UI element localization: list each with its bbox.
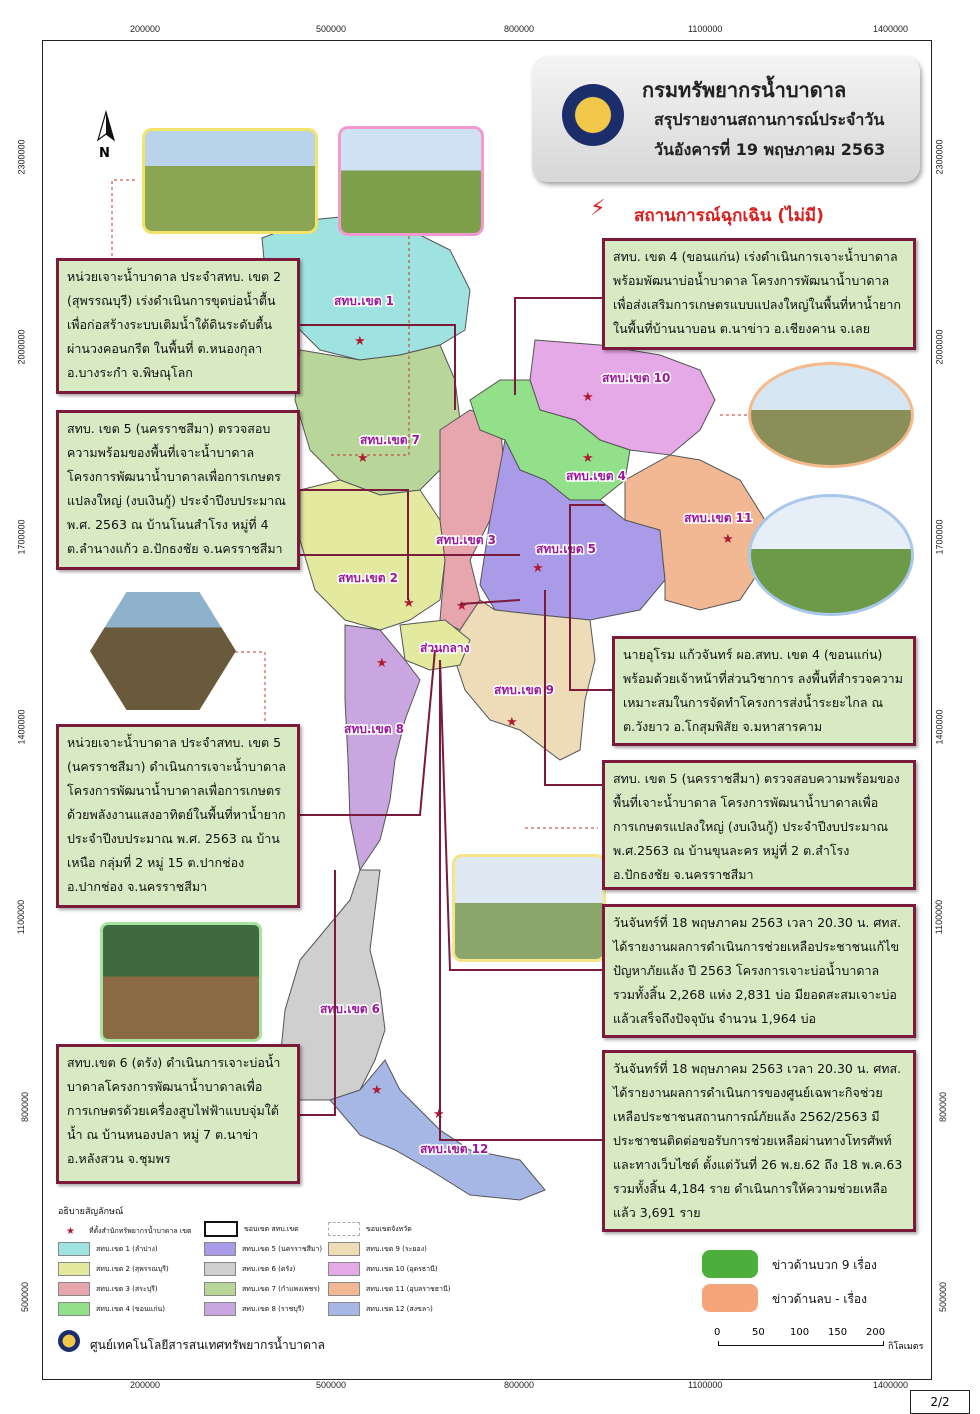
emergency-status: สถานการณ์ฉุกเฉิน (ไม่มี) — [634, 206, 824, 226]
y-tick-right: 1400000 — [934, 709, 945, 745]
footer-seal-icon — [58, 1330, 80, 1352]
photo-pump-install — [100, 922, 262, 1042]
header-panel — [532, 56, 920, 182]
y-tick-left: 1700000 — [16, 519, 27, 555]
report-center-drought: วันจันทร์ที่ 18 พฤษภาคม 2563 เวลา 20.30 น. ศทส. ได้รายงานผลการดำเนินการช่วยเหลือประชาชนแก้ไขปัญหาภัยแล้ง ปี 2563 โครงการเจาะบ่อน้ำบาดาล รวมทั้งสิ้น 2,268 แห่ง 2,831 บ่อ มียอดสะสมเจาะบ่อแล้วเสร็จถึงปัจจุบัน จำนวน 1,964 บ่อ — [602, 904, 916, 1038]
north-label: N — [99, 146, 110, 161]
scale-bar: 0 50 100 150 200 กิโลเมตร — [714, 1327, 924, 1352]
photo-field-survey — [748, 494, 914, 616]
report-region-4b: นายอุโรม แก้วจันทร์ ผอ.สทบ. เขต 4 (ขอนแก่น) พร้อมด้วยเจ้าหน้าที่ส่วนวิชาการ ลงพื้นที่สำรวจความเหมาะสมในการจัดทำโครงการส่งน้ำระยะไกล ณ ต.วังยาว อ.โกสุมพิสัย จ.มหาสารคาม — [612, 636, 916, 746]
x-tick-top: 1400000 — [873, 24, 909, 34]
report-center-hotline: วันจันทร์ที่ 18 พฤษภาคม 2563 เวลา 20.30 น. ศทส. ได้รายงานผลการดำเนินการของศูนย์เฉพาะกิจช่วยเหลือประชาชนสถานการณ์ภัยแล้ง 2562/2563 มีประชาชนติดต่อขอรับการช่วยเหลือผ่านทางโทรศัพท์และทางเว็บไซต์ ตั้งแต่วันที่ 26 พ.ย.62 ถึง 18 พ.ค.63 รวมทั้งสิ้น 4,184 ราย ดำเนินการให้ความช่วยเหลือแล้ว 3,691 ราย — [602, 1050, 916, 1232]
y-tick-left: 1100000 — [16, 899, 27, 935]
x-tick-bottom: 200000 — [130, 1380, 161, 1390]
y-tick-left: 1400000 — [16, 709, 27, 745]
legend-region-item: สทบ.เขต 10 (อุดรธานี) — [328, 1262, 438, 1276]
legend-region-item: สทบ.เขต 11 (อุบลราชธานี) — [328, 1282, 450, 1296]
x-tick-top: 200000 — [130, 24, 161, 34]
region-label: สทบ.เขต 3 — [436, 533, 497, 547]
y-tick-right: 2000000 — [934, 329, 945, 365]
office-star: ★ — [506, 715, 518, 730]
y-tick-left: 800000 — [20, 1091, 31, 1123]
y-tick-left: 500000 — [20, 1281, 31, 1313]
report-region-6: สทบ.เขต 6 (ตรัง) ดำเนินการเจาะบ่อน้ำบาดาลโครงการพัฒนาน้ำบาดาลเพื่อการเกษตรด้วยเครื่องสูบไฟฟ้าแบบจุ่มใต้น้ำ ณ บ้านหนองปลา หมู่ 7 ต.นาข่า อ.หลังสวน จ.ชุมพร — [56, 1044, 300, 1184]
office-star: ★ — [403, 596, 415, 611]
legend-region-item: สทบ.เขต 1 (ลำปาง) — [58, 1242, 158, 1256]
x-tick-bottom: 500000 — [316, 1380, 347, 1390]
region-label: สทบ.เขต 2 — [338, 571, 399, 585]
legend-region-item: สทบ.เขต 4 (ขอนแก่น) — [58, 1302, 165, 1316]
x-tick-top: 500000 — [316, 24, 347, 34]
y-tick-right: 500000 — [938, 1281, 949, 1313]
region-label: สทบ.เขต 5 — [536, 542, 597, 556]
legend-region-item: สทบ.เขต 7 (กำแพงเพชร) — [204, 1282, 320, 1296]
office-star: ★ — [357, 451, 369, 466]
lightning-icon: ⚡ — [590, 196, 606, 221]
y-tick-right: 1100000 — [934, 899, 945, 935]
office-star: ★ — [433, 1107, 445, 1122]
x-tick-bottom: 1400000 — [873, 1380, 909, 1390]
y-tick-right: 2300000 — [934, 139, 945, 175]
photo-borehole — [748, 362, 914, 468]
photo-leader — [235, 652, 265, 722]
x-tick-top: 1100000 — [688, 24, 723, 34]
region-label: สทบ.เขต 12 — [420, 1142, 489, 1156]
office-star: ★ — [456, 599, 468, 614]
north-arrow-icon — [98, 112, 114, 140]
y-tick-left: 2000000 — [16, 329, 27, 365]
office-star: ★ — [532, 561, 544, 576]
legend-province-boundary: ขอบเขตจังหวัด — [328, 1222, 412, 1236]
report-region-2: หน่วยเจาะน้ำบาดาล ประจำสทบ. เขต 2 (สุพรรณบุรี) เร่งดำเนินการขุดบ่อน้ำตื้นเพื่อก่อสร้างระบบเติมน้ำใต้ดินระดับตื้น ผ่านวงคอนกรีต ในพื้นที่ ต.หนองกุลา อ.บางระกำ จ.พิษณุโลก — [56, 258, 300, 394]
legend-region-item: สทบ.เขต 5 (นครราชสีมา) — [204, 1242, 322, 1256]
header-subtitle: สรุปรายงานสถานการณ์ประจำวัน — [654, 110, 885, 129]
legend-region-item: สทบ.เขต 3 (สระบุรี) — [58, 1282, 158, 1296]
y-tick-right: 1700000 — [934, 519, 945, 555]
report-region-5c: สทบ. เขต 5 (นครราชสีมา) ตรวจสอบความพร้อมของพื้นที่เจาะน้ำบาดาล โครงการพัฒนาน้ำบาดาลเพื่อการเกษตรแปลงใหญ่ (งบเงินกู้) ประจำปีงบประมาณ พ.ศ.2563 ณ บ้านขุนละคร หมู่ที่ 2 ต.สำโรง อ.ปักธงชัย จ.นครราชสีมา — [602, 760, 916, 890]
region-label: สทบ.เขต 7 — [360, 433, 421, 447]
photo-team-visit — [452, 854, 606, 962]
x-tick-bottom: 1100000 — [688, 1380, 723, 1390]
star-icon: ★ — [66, 1225, 75, 1237]
region-label: สทบ.เขต 6 — [320, 1002, 381, 1016]
region-label: ส่วนกลาง — [420, 641, 470, 655]
report-region-4a: สทบ. เขต 4 (ขอนแก่น) เร่งดำเนินการเจาะน้ำบาดาล พร้อมพัฒนาบ่อน้ำบาดาล โครงการพัฒนาน้ำบาดาล เพื่อส่งเสริมการเกษตรแบบแปลงใหญ่ในพื้นที่หาน้ำยาก ในพื้นที่บ้านนาบอน ต.นาข่าว อ.เชียงคาน จ.เลย — [602, 238, 916, 350]
photo-leader — [112, 180, 135, 258]
legend-region-item: สทบ.เขต 9 (ระยอง) — [328, 1242, 427, 1256]
region-label: สทบ.เขต 11 — [684, 511, 753, 525]
region-label: สทบ.เขต 8 — [344, 722, 405, 736]
region-label: สทบ.เขต 10 — [602, 371, 671, 385]
legend-region-boundary: ขอบเขต สทบ.เขต — [204, 1222, 299, 1236]
negative-news: ข่าวด้านลบ - เรื่อง — [772, 1292, 867, 1306]
positive-news: ข่าวด้านบวก 9 เรื่อง — [772, 1258, 877, 1272]
legend-region-item: สทบ.เขต 6 (ตรัง) — [204, 1262, 295, 1276]
region-label: สทบ.เขต 4 — [566, 469, 627, 483]
department-seal-icon — [562, 84, 624, 146]
office-star: ★ — [722, 532, 734, 547]
photo-site-inspection — [338, 126, 484, 236]
region-label: สทบ.เขต 1 — [334, 294, 395, 308]
legend-region-item: สทบ.เขต 2 (สุพรรณบุรี) — [58, 1262, 169, 1276]
office-star: ★ — [376, 656, 388, 671]
header-date: วันอังคารที่ 19 พฤษภาคม 2563 — [654, 140, 886, 159]
office-star: ★ — [354, 334, 366, 349]
region-9-area — [455, 600, 595, 760]
legend-region-item: สทบ.เขต 12 (สงขลา) — [328, 1302, 433, 1316]
header-org: กรมทรัพยากรน้ำบาดาล — [642, 78, 847, 102]
y-tick-right: 800000 — [938, 1091, 949, 1123]
region-7-area — [295, 345, 460, 495]
office-star: ★ — [371, 1083, 383, 1098]
x-tick-bottom: 800000 — [504, 1380, 535, 1390]
office-star: ★ — [582, 390, 594, 405]
region-label: สทบ.เขต 9 — [494, 683, 555, 697]
page-number: 2/2 — [910, 1390, 970, 1414]
office-star: ★ — [582, 451, 594, 466]
y-tick-left: 2300000 — [16, 139, 27, 175]
x-tick-top: 800000 — [504, 24, 535, 34]
legend-region-item: สทบ.เขต 8 (ราชบุรี) — [204, 1302, 304, 1316]
photo-crane-drilling — [142, 128, 318, 234]
legend-title: อธิบายสัญลักษณ์ — [58, 1207, 124, 1217]
report-region-5a: สทบ. เขต 5 (นครราชสีมา) ตรวจสอบความพร้อมของพื้นที่เจาะน้ำบาดาล โครงการพัฒนาน้ำบาดาลเพื่อการเกษตรแปลงใหญ่ (งบเงินกู้) ประจำปีงบประมาณ พ.ศ. 2563 ณ บ้านโนนสำโรง หมู่ที่ 4 ต.ลำนางแก้ว อ.ปักธงชัย จ.นครราชสีมา — [56, 410, 300, 570]
positive-news-swatch — [702, 1250, 758, 1278]
report-region-5b: หน่วยเจาะน้ำบาดาล ประจำสทบ. เขต 5 (นครราชสีมา) ดำเนินการเจาะน้ำบาดาล โครงการพัฒนาน้ำบาดาลเพื่อการเกษตรด้วยพลังงานแสงอาทิตย์ในพื้นที่หาน้ำยาก ประจำปีงบประมาณ พ.ศ. 2563 ณ บ้านเหนือ กลุ่มที่ 2 หมู่ 15 ต.ปากช่อง อ.ปากช่อง จ.นครราชสีมา — [56, 724, 300, 908]
negative-news-swatch — [702, 1284, 758, 1312]
footer-label: ศูนย์เทคโนโลยีสารสนเทศทรัพยากรน้ำบาดาล — [90, 1338, 325, 1352]
legend-office: ★ ที่ตั้งสำนักทรัพยากรน้ำบาดาล เขต — [66, 1225, 192, 1237]
